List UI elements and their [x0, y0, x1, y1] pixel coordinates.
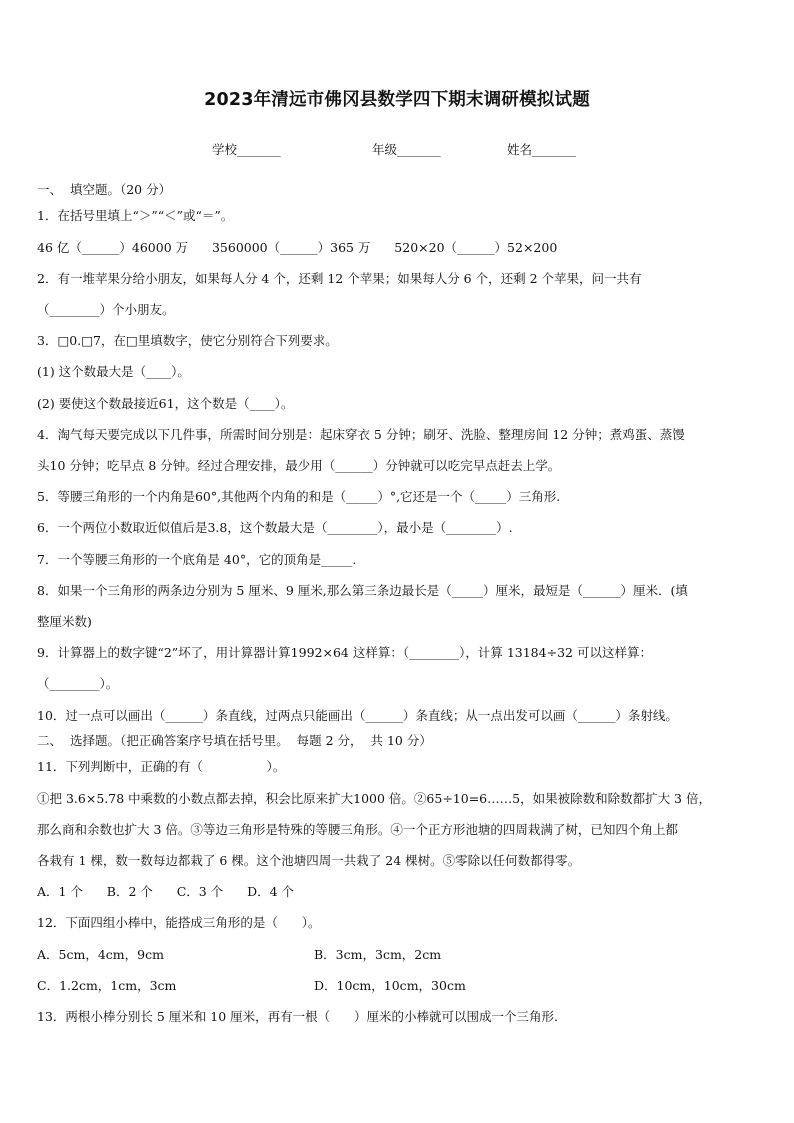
q11-line1: ①把 3.6×5.78 中乘数的小数点都去掉，积会比原来扩大1000 倍。②65÷10=6……5，如果被除数和除数都扩大 3 倍， — [37, 791, 711, 806]
q7: 7．一个等腰三角形的一个底角是 40°，它的顶角是_____. — [37, 552, 357, 567]
school-field: 学校_______ — [212, 142, 281, 157]
q6: 6．一个两位小数取近似值后是3.8，这个数最大是（________），最小是（________）. — [37, 520, 513, 535]
grade-field: 年级_______ — [372, 142, 441, 157]
q12-option-a: A．5cm，4cm，9cm — [37, 947, 164, 962]
q4-line1: 4．淘气每天要完成以下几件事，所需时间分别是：起床穿衣 5 分钟；刷牙、洗脸、整理房间 12 分钟；煮鸡蛋、蒸馒 — [37, 427, 685, 442]
section-fill-heading: 一、 填空题。（20 分） — [37, 182, 172, 197]
q3-stem: 3．□0.□7，在□里填数字，使它分别符合下列要求。 — [37, 333, 338, 348]
q12-option-b: B．3cm，3cm，2cm — [314, 947, 442, 962]
q5: 5．等腰三角形的一个内角是60°,其他两个内角的和是（_____）°,它还是一个（_____）三角形. — [37, 489, 561, 504]
q2-line1: 2．有一堆苹果分给小朋友，如果每人分 4 个，还剩 12 个苹果；如果每人分 6 个，还剩 2 个苹果，问一共有 — [37, 271, 642, 286]
page-title: 2023年清远市佛冈县数学四下期末调研模拟试题 — [204, 90, 590, 110]
q1-stem: 1．在括号里填上“＞”“＜”或“＝”。 — [37, 208, 234, 223]
section-choice-heading: 二、 选择题。（把正确答案序号填在括号里。 每题 2 分， 共 10 分） — [37, 733, 432, 748]
q3-part1: (1) 这个数最大是（____）。 — [37, 364, 190, 379]
q8-line1: 8．如果一个三角形的两条边分别为 5 厘米、9 厘米,那么第三条边最长是（_____）厘米，最短是（______）厘米．(填 — [37, 583, 688, 598]
q9-line1: 9．计算器上的数字键“2”坏了，用计算器计算1992×64 这样算：（________），计算 13184÷32 可以这样算： — [37, 645, 652, 660]
q11-stem: 11．下列判断中，正确的有（ ）。 — [37, 759, 286, 774]
q13: 13．两根小棒分别长 5 厘米和 10 厘米，再有一根（ ）厘米的小棒就可以围成一个三角形. — [37, 1009, 558, 1024]
q8-line2: 整厘米数) — [37, 614, 92, 629]
q1-items: 46 亿（______）46000 万 3560000（______）365 万 520×20（______）52×200 — [37, 240, 558, 255]
q4-line2: 头10 分钟；吃早点 8 分钟。经过合理安排，最少用（______）分钟就可以吃完早点赶去上学。 — [37, 458, 561, 473]
q11-line3: 各栽有 1 棵，数一数每边都栽了 6 棵。这个池塘四周一共栽了 24 棵树。⑤零除以任何数都得零。 — [37, 853, 581, 868]
q12-option-d: D．10cm，10cm，30cm — [314, 978, 466, 993]
q2-line2: （________）个小朋友。 — [37, 302, 175, 317]
q12-option-c: C．1.2cm，1cm，3cm — [37, 978, 177, 993]
q10: 10．过一点可以画出（______）条直线，过两点只能画出（______）条直线；从一点出发可以画（______）条射线。 — [37, 708, 678, 723]
q3-part2: (2) 要使这个数最接近61，这个数是（____）。 — [37, 396, 294, 411]
name-field: 姓名_______ — [507, 142, 576, 157]
q11-options: A．1 个 B．2 个 C．3 个 D．4 个 — [37, 884, 295, 899]
q12-stem: 12．下面四组小棒中，能搭成三角形的是（ ）。 — [37, 915, 321, 930]
q11-line2: 那么商和余数也扩大 3 倍。③等边三角形是特殊的等腰三角形。④一个正方形池塘的四周栽满了树，已知四个角上都 — [37, 822, 678, 837]
q9-line2: （________）。 — [37, 676, 119, 691]
